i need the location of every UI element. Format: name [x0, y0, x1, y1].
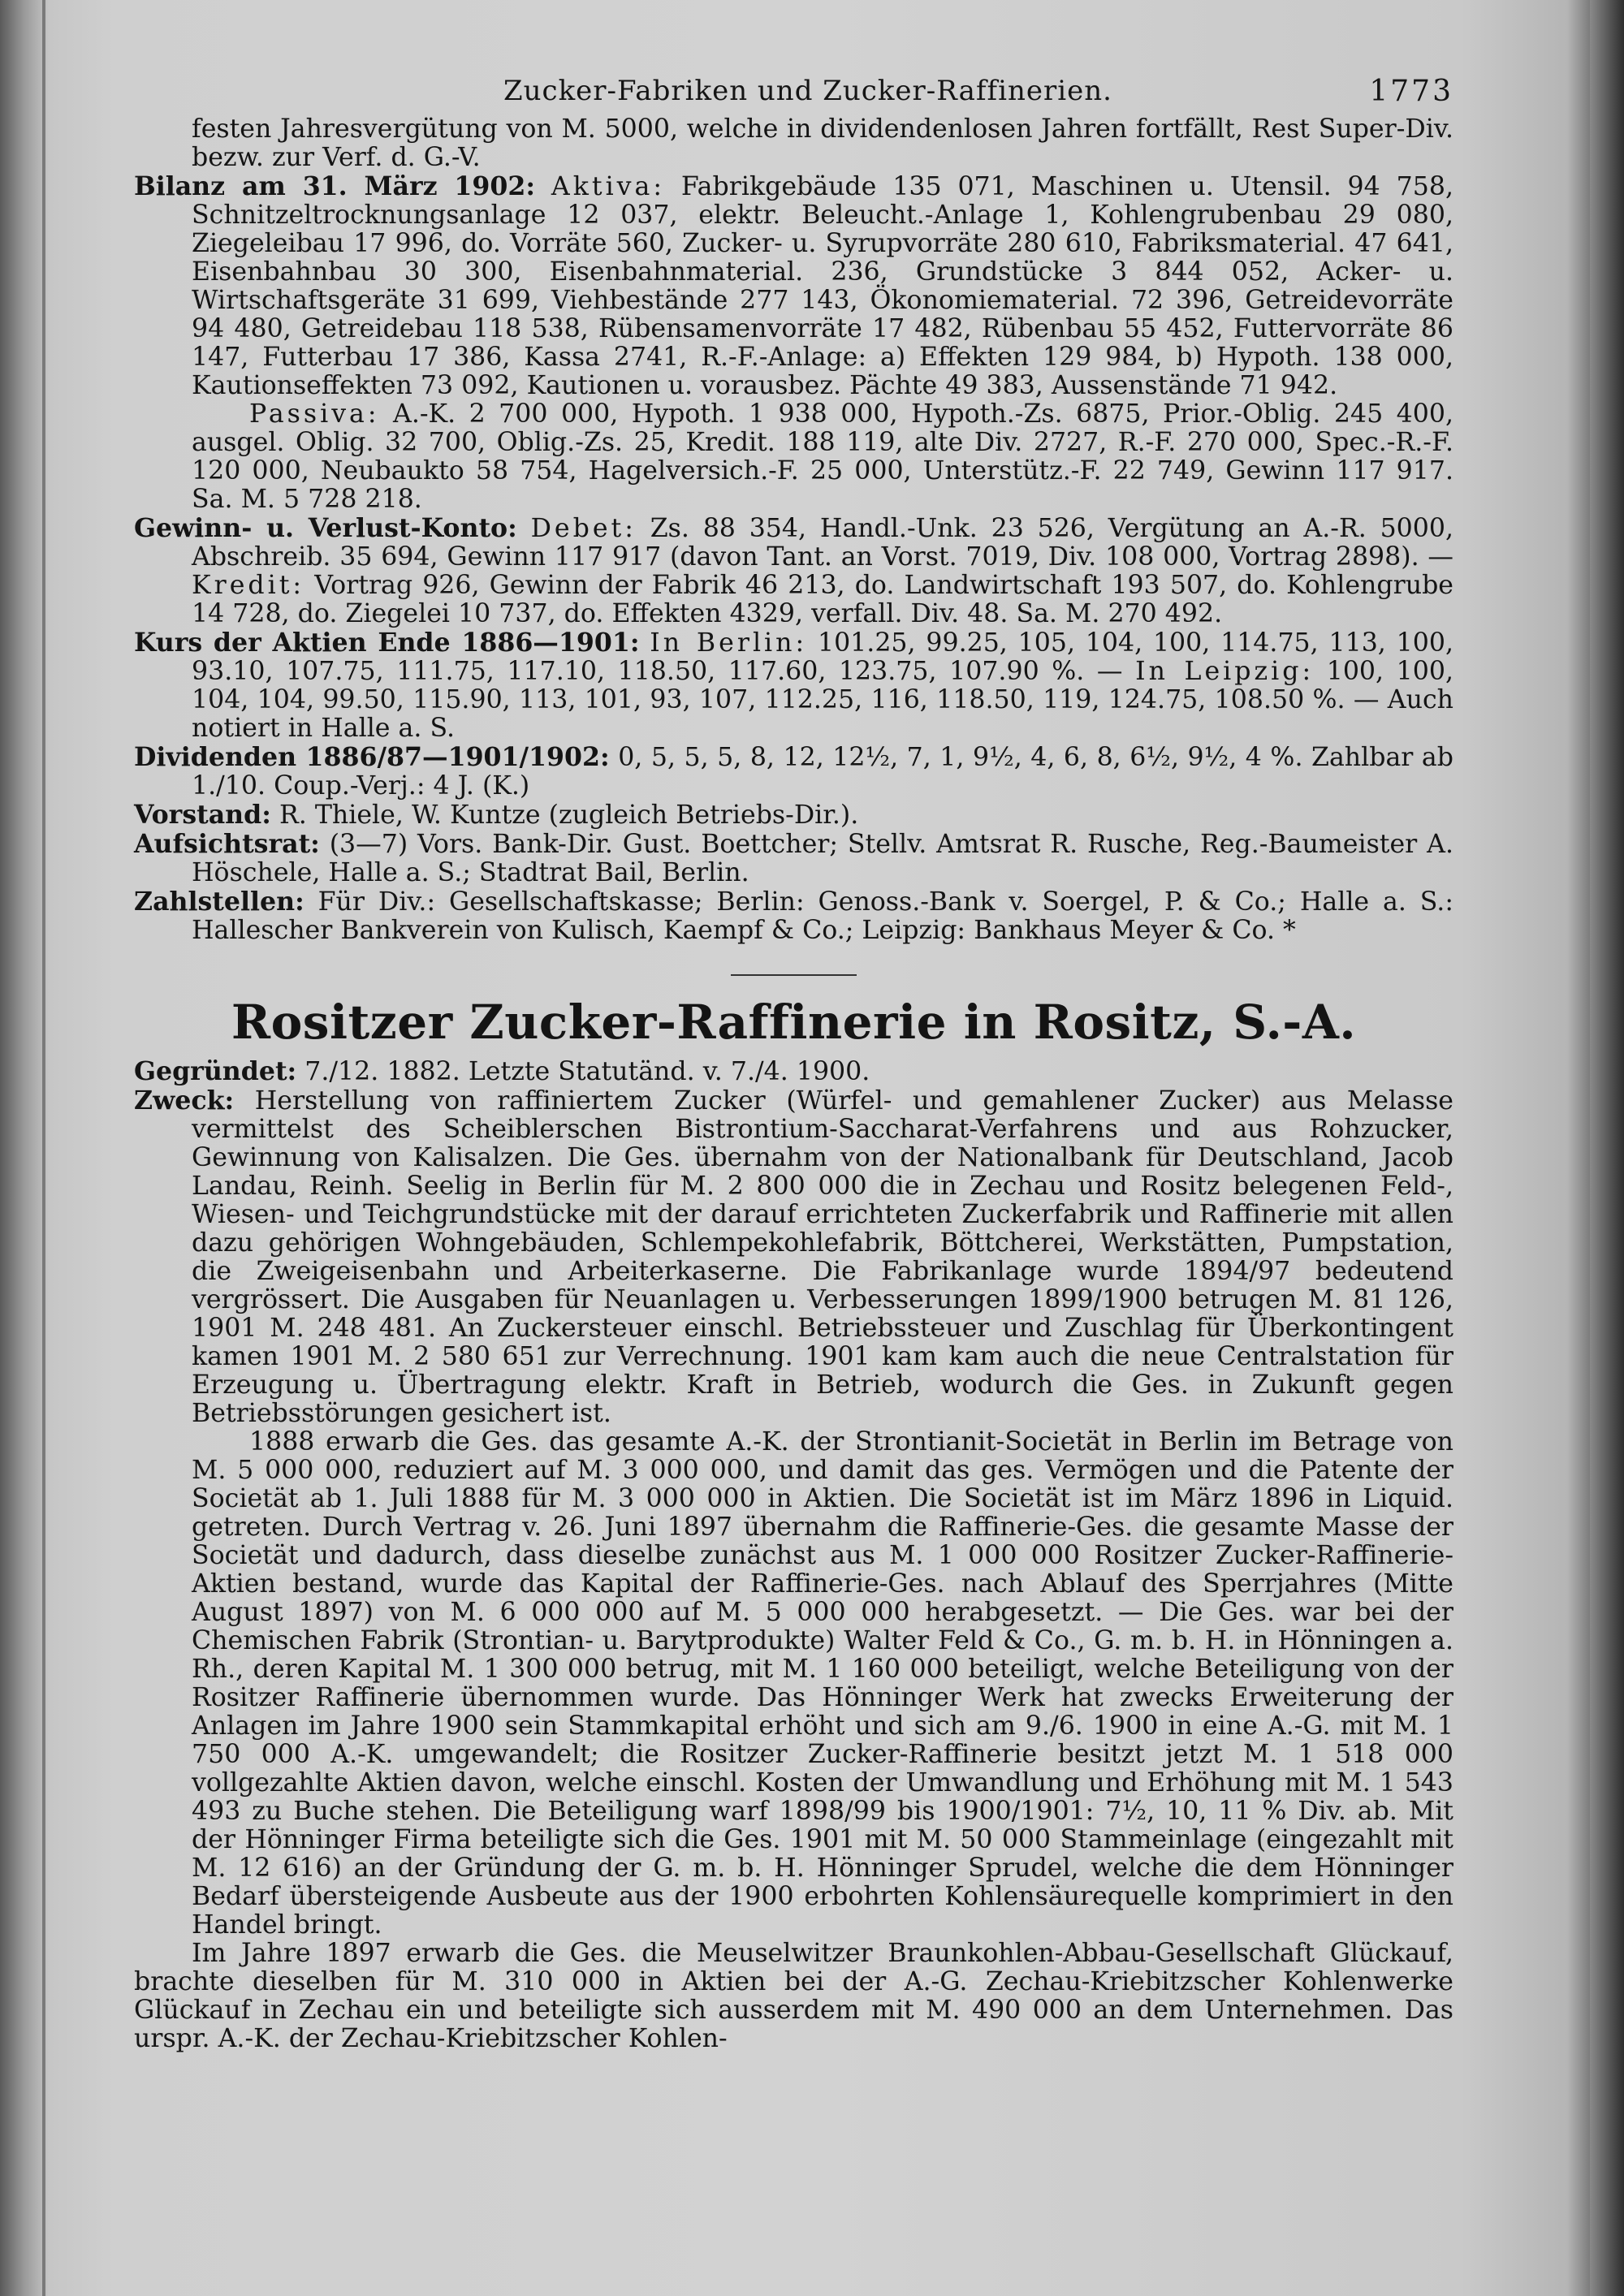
dividenden-label: Dividenden 1886/87—1901/1902:: [134, 742, 610, 772]
kurs-label: Kurs der Aktien Ende 1886—1901:: [134, 628, 640, 658]
gegruendet-text: 7./12. 1882. Letzte Statutänd. v. 7./4. 1900.: [304, 1057, 870, 1086]
section-divider: [731, 974, 857, 976]
zahlstellen-entry: [134, 887, 1453, 945]
aufsichtsrat-label: Aufsichtsrat:: [134, 829, 320, 859]
paragraph-1897: Im Jahre 1897 erwarb die Ges. die Meuselwitzer Braunkohlen-Abbau-Gesellschaft Glückauf, brachte dieselben für M. 310 000 in Aktien bei der A.-G. Zechau-Kriebitzscher Kohlenwerke Glückauf in Zechau ein und beteiligte sich ausserdem mit M. 490 000 an dem Unternehmen. Das urspr. A.-K. der Zechau-Kriebitzscher Kohlen-: [134, 1939, 1453, 2053]
zahlstellen-text: Für Div.: Gesellschaftskasse; Berlin: Genoss.-Bank v. Soergel, P. & Co.; Halle a. S.: Hallescher Bankverein von Kulisch, Kaempf & Co.; Leipzig: Bankhaus Meyer & Co. *: [192, 887, 1453, 945]
vorstand-text: R. Thiele, W. Kuntze (zugleich Betriebs-Dir.).: [279, 801, 859, 830]
berlin-label: In Berlin:: [650, 628, 808, 658]
passiva-indent: [192, 399, 249, 429]
vorstand-label: Vorstand:: [134, 800, 271, 830]
document-page: [134, 67, 1453, 2053]
running-header: [134, 67, 1453, 115]
bilanz-entry: [134, 171, 1453, 514]
gegruendet-entry: [134, 1056, 1453, 1086]
paragraph-1888: 1888 erwarb die Ges. das gesamte A.-K. der Strontianit-Societät in Berlin im Betrage von M. 5 000 000, reduziert auf M. 3 000 000, und damit das ges. Vermögen und die Patente der Societät ab 1. Juli 1888 für M. 3 000 000 in Aktien. Die Societät ist im März 1896 in Liquid. getreten. Durch Vertrag v. 26. Juni 1897 übernahm die Raffinerie-Ges. die gesamte Masse der Societät und dadurch, dass dieselbe zunächst aus M. 1 000 000 Rositzer Zucker-Raffinerie-Aktien bestand, wurde das Kapital der Raffinerie-Ges. nach Ablauf des Sperrjahres (Mitte August 1897) von M. 6 000 000 auf M. 5 000 000 herabgesetzt. — Die Ges. war bei der Chemischen Fabrik (Strontian- u. Barytprodukte) Walter Feld & Co., G. m. b. H. in Hönningen a. Rh., deren Kapital M. 1 300 000 betrug, mit M. 1 160 000 beteiligt, welche Beteiligung von der Rositzer Raffinerie übernommen wurde. Das Hönninger Werk hat zwecks Erweiterung der Anlagen im Jahre 1900 sein Stammkapital erhöht und sich am 9./6. 1900 in eine A.-G. mit M. 1 750 000 A.-K. umgewandelt; die Rositzer Zucker-Raffinerie besitzt jetzt M. 1 518 000 vollgezahlte Aktien davon, welche einschl. Kosten der Umwandlung und Erhöhung mit M. 1 543 493 zu Buche stehen. Die Beteiligung warf 1898/99 bis 1900/1901: 7½, 10, 11 % Div. ab. Mit der Hönninger Firma beteiligte sich die Ges. 1901 mit M. 50 000 Stammeinlage (eingezahlt mit M. 12 616) an der Gründung der G. m. b. H. Hönninger Sprudel, welche die dem Hönninger Bedarf übersteigende Ausbeute aus der 1900 erbohrten Kohlensäurequelle komprimiert in den Handel bringt.: [192, 1427, 1453, 1940]
dividenden-entry: [134, 742, 1453, 801]
gewinn-verlust-entry: [134, 513, 1454, 628]
kredit-text: Vortrag 926, Gewinn der Fabrik 46 213, do. Landwirtschaft 193 507, do. Kohlengrube 14 728, do. Ziegelei 10 737, do. Effekten 4329, verfall. Div. 48. Sa. M. 270 492.: [192, 571, 1453, 628]
page-number: 1773: [1369, 75, 1453, 108]
debet-label: Debet:: [530, 514, 637, 543]
zweck-label: Zweck:: [134, 1085, 235, 1116]
passiva-label: Passiva:: [249, 399, 380, 429]
kredit-label: Kredit:: [192, 571, 305, 600]
page-edge-shadow: [1590, 0, 1624, 2296]
kurs-entry: [134, 628, 1454, 743]
dividenden-text: 0, 5, 5, 5, 8, 12, 12½, 7, 1, 9½, 4, 6, 8, 6½, 9½, 4 %. Zahlbar ab 1./10. Coup.-Verj.: 4 J. (K.): [192, 743, 1453, 801]
binding-shadow: [42, 0, 45, 2296]
zahlstellen-label: Zahlstellen:: [134, 887, 304, 917]
section-title: Rositzer Zucker-Raffinerie in Rositz, S.-A.: [231, 995, 1357, 1050]
leipzig-text: 100, 100, 104, 104, 99.50, 115.90, 113, 101, 93, 107, 112.25, 116, 118.50, 119, 124.75, 108.50 %. — Auch notiert in Halle a. S.: [192, 657, 1454, 743]
running-title: Zucker-Fabriken und Zucker-Raffinerien.: [503, 75, 1112, 107]
leipzig-label: In Leipzig:: [1135, 657, 1315, 686]
gegruendet-label: Gegründet:: [134, 1056, 297, 1086]
bilanz-label: Bilanz am 31. März 1902:: [134, 171, 535, 201]
intro-paragraph: festen Jahresvergütung von M. 5000, welche in dividendenlosen Jahren fortfällt, Rest Super-Div. bezw. zur Verf. d. G.-V.: [192, 114, 1453, 172]
zweck-entry: [134, 1085, 1453, 1428]
debet-text: Zs. 88 354, Handl.-Unk. 23 526, Vergütung an A.-R. 5000, Abschreib. 35 694, Gewinn 117 917 (davon Tant. an Vorst. 7019, Div. 108 000, Vortrag 2898). —: [192, 514, 1454, 572]
aktiva-text: Fabrikgebäude 135 071, Maschinen u. Utensil. 94 758, Schnitzeltrocknungsanlage 12 037, elektr. Beleucht.-Anlage 1, Kohlengrubenbau 29 080, Ziegeleibau 17 996, do. Vorräte 560, Zucker- u. Syrupvorräte 280 610, Fabriksmaterial. 47 641, Eisenbahnbau 30 300, Eisenbahnmaterial. 236, Grundstücke 3 844 052, Acker- u. Wirtschaftsgeräte 31 699, Viehbestände 277 143, Ökonomiematerial. 72 396, Getreidevorräte 94 480, Getreidebau 118 538, Rübensamenvorräte 17 482, Rübenbau 55 452, Futtervorräte 86 147, Futterbau 17 386, Kassa 2741, R.-F.-Anlage: a) Effekten 129 984, b) Hypoth. 138 000, Kautionseffekten 73 092, Kautionen u. vorausbez. Pächte 49 383, Aussenstände 71 942.: [192, 172, 1453, 400]
vorstand-entry: [134, 800, 1453, 830]
zweck-text: Herstellung von raffiniertem Zucker (Würfel- und gemahlener Zucker) aus Melasse vermittelst des Scheiblerschen Bistrontium-Saccharat-Verfahrens und aus Rohzucker, Gewinnung von Kalisalzen. Die Ges. übernahm von der Nationalbank für Deutschland, Jacob Landau, Reinh. Seelig in Berlin für M. 2 800 000 die in Zechau und Rositz belegenen Feld-, Wiesen- und Teichgrundstücke mit der darauf errichteten Zuckerfabrik und Raffinerie mit allen dazu gehörigen Wohngebäuden, Schlempekohlefabrik, Böttcherei, Werkstätten, Pumpstation, die Zweigeisenbahn und Arbeiterkaserne. Die Fabrikanlage wurde 1894/97 bedeutend vergrössert. Die Ausgaben für Neuanlagen u. Verbesserungen 1899/1900 betrugen M. 81 126, 1901 M. 248 481. An Zuckersteuer einschl. Betriebssteuer und Zuschlag für Überkontingent kamen 1901 M. 2 580 651 zur Verrechnung. 1901 kam kam auch die neue Centralstation für Erzeugung u. Übertragung elektr. Kraft in Betrieb, wodurch die Ges. in Zukunft gegen Betriebsstörungen gesichert ist.: [192, 1086, 1453, 1428]
passiva-text: A.-K. 2 700 000, Hypoth. 1 938 000, Hypoth.-Zs. 6875, Prior.-Oblig. 245 400, ausgel. Oblig. 32 700, Oblig.-Zs. 25, Kredit. 188 119, alte Div. 2727, R.-F. 270 000, Spec.-R.-F. 120 000, Neubaukto 58 754, Hagelversich.-F. 25 000, Unterstütz.-F. 22 749, Gewinn 117 917. Sa. M. 5 728 218.: [192, 399, 1453, 514]
aufsichtsrat-text: (3—7) Vors. Bank-Dir. Gust. Boettcher; Stellv. Amtsrat R. Rusche, Reg.-Baumeister A. Höschele, Halle a. S.; Stadtrat Bail, Berlin.: [192, 830, 1454, 887]
gewinn-label: Gewinn- u. Verlust-Konto:: [134, 513, 517, 543]
aktiva-label: Aktiva:: [551, 172, 665, 201]
aufsichtsrat-entry: [134, 829, 1454, 887]
berlin-text: 101.25, 99.25, 105, 104, 100, 114.75, 113, 100, 93.10, 107.75, 111.75, 117.10, 118.50, 117.60, 123.75, 107.90 %. —: [192, 628, 1454, 686]
